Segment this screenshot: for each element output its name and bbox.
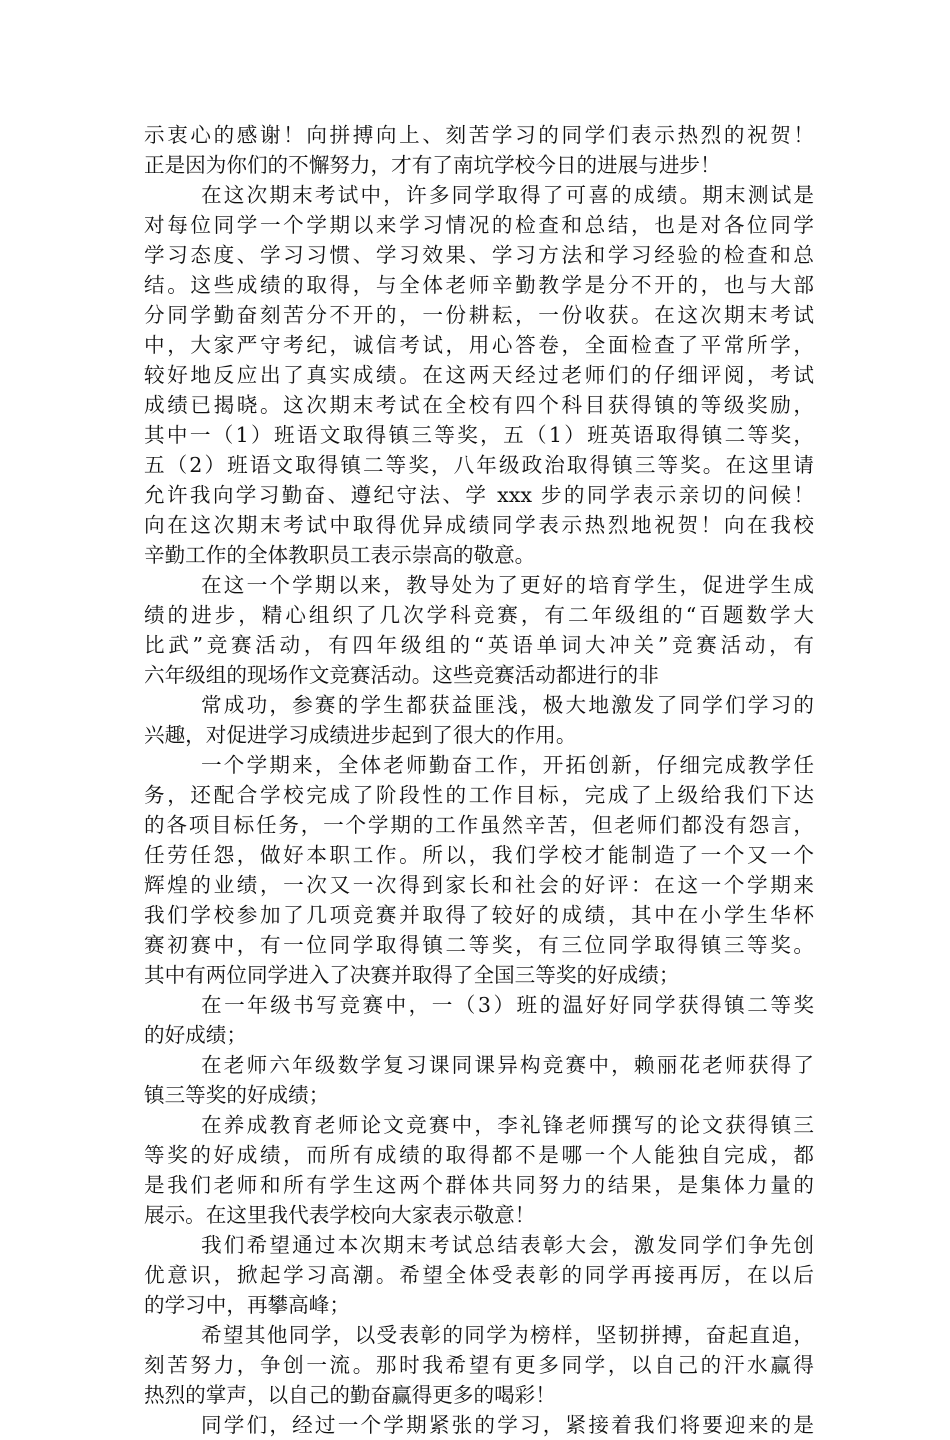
text-line: 刻苦努力，争创一流。那时我希望有更多同学，以自己的汗水赢得 xyxy=(144,1353,814,1377)
text-line: 的各项目标任务，一个学期的工作虽然辛苦，但老师们都没有怨言， xyxy=(144,813,814,837)
text-line: 辛勤工作的全体教职员工表示崇高的敬意。 xyxy=(144,543,536,567)
text-line: 展示。在这里我代表学校向大家表示敬意！ xyxy=(144,1203,536,1227)
text-line: 热烈的掌声，以自己的勤奋赢得更多的喝彩！ xyxy=(144,1383,556,1407)
document-page xyxy=(144,120,814,1440)
paragraph-first-line: 在这一个学期以来，教导处为了更好的培育学生，促进学生成 xyxy=(201,573,814,597)
text-line: 优意识，掀起学习高潮。希望全体受表彰的同学再接再厉，在以后 xyxy=(144,1263,814,1287)
text-line: 中，大家严守考纪，诚信考试，用心答卷，全面检查了平常所学， xyxy=(144,333,814,357)
text-line: 绩的进步，精心组织了几次学科竞赛，有二年级组的“百题数学大 xyxy=(144,603,814,627)
paragraph-first-line: 常成功，参赛的学生都获益匪浅，极大地激发了同学们学习的 xyxy=(201,693,814,717)
text-line: 学习态度、学习习惯、学习效果、学习方法和学习经验的检查和总 xyxy=(144,243,814,267)
text-line: 向在这次期末考试中取得优异成绩同学表示热烈地祝贺！向在我校 xyxy=(144,513,814,537)
text-line: 的好成绩； xyxy=(144,1023,247,1047)
text-line: 任劳任怨，做好本职工作。所以，我们学校才能制造了一个又一个 xyxy=(144,843,814,867)
text-line: 兴趣，对促进学习成绩进步起到了很大的作用。 xyxy=(144,723,577,747)
text-line: 分同学勤奋刻苦分不开的，一份耕耘，一份收获。在这次期末考试 xyxy=(144,303,814,327)
text-line: 其中一（1）班语文取得镇三等奖，五（1）班英语取得镇二等奖， xyxy=(144,423,814,447)
text-line: 五（2）班语文取得镇二等奖，八年级政治取得镇三等奖。在这里请 xyxy=(144,453,814,477)
text-line: 成绩已揭晓。这次期末考试在全校有四个科目获得镇的等级奖励， xyxy=(144,393,814,417)
text-line: 示衷心的感谢！向拼搏向上、刻苦学习的同学们表示热烈的祝贺！ xyxy=(144,123,814,147)
paragraph-first-line: 我们希望通过本次期末考试总结表彰大会，激发同学们争先创 xyxy=(201,1233,814,1257)
text-line: 等奖的好成绩，而所有成绩的取得都不是哪一个人能独自完成，都 xyxy=(144,1143,814,1167)
paragraph-first-line: 希望其他同学，以受表彰的同学为榜样，坚韧拼搏，奋起直追， xyxy=(201,1323,814,1347)
text-line: 正是因为你们的不懈努力，才有了南坑学校今日的进展与进步！ xyxy=(144,153,721,177)
text-line: 镇三等奖的好成绩； xyxy=(144,1083,330,1107)
text-line: 其中有两位同学进入了决赛并取得了全国三等奖的好成绩； xyxy=(144,963,680,987)
text-line: 六年级组的现场作文竞赛活动。这些竞赛活动都进行的非 xyxy=(144,663,659,687)
text-line: 务，还配合学校完成了阶段性的工作目标，完成了上级给我们下达 xyxy=(144,783,814,807)
paragraph-first-line: 一个学期来，全体老师勤奋工作，开拓创新，仔细完成教学任 xyxy=(201,753,814,777)
paragraph-first-line: 在老师六年级数学复习课同课异构竞赛中，赖丽花老师获得了 xyxy=(201,1053,814,1077)
text-line: 是我们老师和所有学生这两个群体共同努力的结果，是集体力量的 xyxy=(144,1173,814,1197)
text-line: 辉煌的业绩，一次又一次得到家长和社会的好评：在这一个学期来 xyxy=(144,873,814,897)
text-line: 的学习中，再攀高峰； xyxy=(144,1293,350,1317)
paragraph-first-line: 同学们，经过一个学期紧张的学习，紧接着我们将要迎来的是 xyxy=(201,1413,814,1437)
text-line: 较好地反应出了真实成绩。在这两天经过老师们的仔细评阅，考试 xyxy=(144,363,814,387)
text-line: 我们学校参加了几项竞赛并取得了较好的成绩，其中在小学生华杯 xyxy=(144,903,814,927)
text-line: 赛初赛中，有一位同学取得镇二等奖，有三位同学取得镇三等奖。 xyxy=(144,933,814,957)
text-line: 对每位同学一个学期以来学习情况的检查和总结，也是对各位同学 xyxy=(144,213,814,237)
text-line: 比武”竞赛活动，有四年级组的“英语单词大冲关”竞赛活动，有 xyxy=(144,633,814,657)
text-line: 允许我向学习勤奋、遵纪守法、学 xxx 步的同学表示亲切的问候！ xyxy=(144,483,814,507)
text-line: 结。这些成绩的取得，与全体老师辛勤教学是分不开的，也与大部 xyxy=(144,273,814,297)
paragraph-first-line: 在这次期末考试中，许多同学取得了可喜的成绩。期末测试是 xyxy=(201,183,814,207)
paragraph-first-line: 在养成教育老师论文竞赛中，李礼锋老师撰写的论文获得镇三 xyxy=(201,1113,814,1137)
paragraph-first-line: 在一年级书写竞赛中，一（3）班的温好好同学获得镇二等奖 xyxy=(201,993,814,1017)
